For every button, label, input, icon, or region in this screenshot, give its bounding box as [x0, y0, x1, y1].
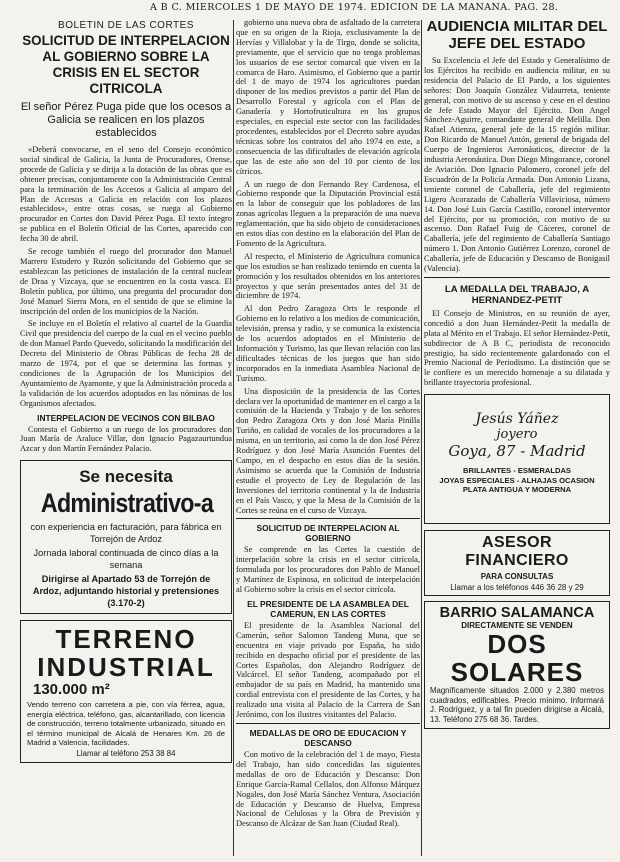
paragraph: gobierno una nueva obra de asfaltado de la carretera que en su origen de la Rioja, exclusivamente la de Hervías y Villalobar y la de Tirgo, donde se solicita, previamente, que el servicio que no tenga problemas los usuarios de ese sector comarcal que viven en la comarca de Haro. Asimismo, el Gobierno que a partir del 1 de mayo de 1974 los agricultores puedan disponer de los medios previstos a partir del Plan de Desarrollo Forestal y agrícola con el Plan de Ganadería y Hortofruticultura en los grupos especiales, en especial este sector con las facilidades procedentes, establecidos por el Decreto sobre ayudas técnicas sobre los contratos del año 1974 en este, a consecuencia de las dificultades de elevación agrícola que las de este año son del 10 por ciento de los cítricos.: [236, 18, 420, 176]
column-middle: [236, 18, 420, 858]
ad-line: PLATA ANTIGUA Y MODERNA: [462, 485, 572, 495]
ad-headline: INDUSTRIAL: [37, 652, 215, 683]
paragraph: Al respecto, el Ministerio de Agricultura comunica que los estudios se han realizado teniendo en cuenta la promoción y los resultados obtenidos en los anteriores proyectos y que serán presentados antes del 31 de diciembre de 1974.: [236, 251, 420, 301]
ad-administrativo: [20, 460, 232, 614]
ad-headline: Administrativo-a: [40, 488, 214, 519]
subhead-interpelacion: SOLICITUD DE INTERPELACION AL GOBIERNO: [256, 523, 400, 544]
section-kicker: BOLETIN DE LAS CORTES: [58, 20, 194, 31]
deck-perez-puga: El señor Pérez Puga pide que los ocesos a Galicia se realicen en los plazos establecidos: [20, 101, 232, 139]
divider: [236, 723, 420, 724]
ad-asesor-financiero: [424, 530, 610, 596]
paragraph: El Consejo de Ministros, en su reunión de ayer, concedió a don Juan Hernández-Petit la medalla de plata al Mérito en el Trabajo. El señor Hernández-Petit, subdirector de A B C, periodista de reconocido prestigio, ha sido recientemente galardonado con el Premio Nacional de Periodismo. La distinción que se le confiere es un merecido homenaje a su dilatada y brillante trayectoria profesional.: [424, 308, 610, 388]
subhead-medallas: MEDALLAS DE ORO DE EDUCACION Y DESCANSO: [249, 728, 407, 748]
subhead-bilbao: INTERPELACION DE VECINOS CON BILBAO: [37, 412, 215, 423]
ad-line: BRILLANTES - ESMERALDAS: [463, 466, 571, 476]
ad-signature: Goya, 87 - Madrid: [448, 442, 586, 461]
running-head: A B C. MIERCOLES 1 DE MAYO DE 1974. EDICION DE LA MAÑANA. PAG. 28.: [150, 2, 559, 13]
ad-signature: Jesús Yáñez: [475, 411, 559, 428]
column-right: [424, 18, 610, 858]
subhead-camerun: EL PRESIDENTE DE LA ASAMBLEA DEL CAMERUN, EN LAS CORTES: [247, 598, 409, 619]
paragraph: Al don Pedro Zaragoza Orts le responde el Gobierno en lo relativo a los medios de comunicación, televisión, prensa y radio, y se comunica la existencia de los acuerdos adoptados en el Ministerio de Información y Turismo, las que llevan relación con las dificultades técnicas de los juegos que han sido incorporados en la inmediata Asamblea Nacional de Turismo.: [236, 304, 420, 383]
column-left: [20, 18, 232, 858]
paragraph: A un ruego de don Fernando Rey Cardenosa, el Gobierno responde que la Diputación Provincial está en la labor de conseguir que los pobladores de las zonas agrícolas lleguen a la preparación de una nueva reglamentación, que ha sido objeto de consideraciones en estos días con destino en la elaboración del Plan de Fomento de la Agricultura.: [236, 179, 420, 248]
column-rule: [421, 20, 422, 856]
ad-headline: TERRENO: [55, 624, 197, 655]
ad-terreno: [20, 620, 232, 763]
ad-text: Magníficamente situados 2.000 y 2.380 metros cuadrados, edificables. Precio mínimo. Informará J. Rodríguez, y a tal fin pueden dirigirse a Alcalá, 13. Teléfono 275 68 36. Tardes.: [430, 686, 604, 724]
paragraph: «Deberá convocarse, en el seno del Consejo económico social sindical de Galicia, la Junta de Procuradores, Orense, procede de Galicia y se dirija a la dotación de las obras que es obtener precisas, conjuntamente con la Administración Central para la terminación de los Accesos a Galicia al amparo del Plan de Accesos a Galicia en relación con los plazos establecidos», entre otras cosas, se ruega al Gobierno procurador en Cortes don David Pérez Puga. El texto íntegro se publica en el Boletín Oficial de las Cortes, aparecido con fecha 30 de abril.: [20, 145, 232, 244]
paragraph: Se incluye en el Boletín el relativo al cuartel de la Guardia Civil que presidencia del cuerpo de la cual en el vecino pueblo de don Manuel Pardo Quevedo, solicitando la modificación del Decreto del Ministerio de Obras Públicas de fecha 28 de marzo de 1974, por el que se determina las formas y condiciones de la Agrupación de los Municipios del Ayuntamiento de Ayamonte, y que la Administración proceda a la validación de los acuerdos adoptados en las nóminas de los Organismos afectados.: [20, 319, 232, 408]
ad-signature: joyero: [496, 427, 538, 443]
ad-line: PARA CONSULTAS: [480, 572, 554, 582]
ad-headline: DOS SOLARES: [450, 629, 584, 688]
ad-text: Vendo terreno con carretera a pie, con vía férrea, agua, energía eléctrica, teléfono, gas, alcantarillado, con licencia de construcción, terreno totalmente urbanizado, situado en el término municipal de Alcalá de Henares Km. 26 de Madrid a Valencia, facilidades.: [27, 700, 225, 747]
ad-headline: ASESOR FINANCIERO: [465, 534, 569, 570]
ad-line: con experiencia en facturación, para fábrica en Torrejón de Ardoz: [30, 522, 222, 545]
paragraph: Una disposición de la presidencia de las Cortes declara ver la oportunidad de mantener en el cargo a la comisión de la Hacienda y Trabajo y de los señores don Pedro Zaragoza Orts y don José María Pinilla Turiño, en calidad de vocales de los procuradores a la misma, en un territorio, así como la de don José Pérez Rodríguez y don José María Asunción Fuentes del Campo, en el despacho en estos días de la sesión. Asimismo se acuerda que la Comisión de Industria estudie el proyecto de Ley de Regulación de las Inversiones del territorio continental y la de Industria en el País Vasco, y que la Mesa de la Comisión de la Cortes se reúna en el curso de Vizcaya.: [236, 386, 420, 515]
ad-line: DIRECTAMENTE SE VENDEN: [461, 621, 573, 631]
ad-headline: BARRIO SALAMANCA: [439, 605, 595, 622]
paragraph: Con motivo de la celebración del 1 de mayo, Fiesta del Trabajo, han sido concedidas las siguientes medallas de oro de Educación y Descanso: Don Enrique García-Ramal Cellalos, don Alfonso Márquez Nogales, don José María Sánchez Ventura, Asociación de Educación y Descanso de Huelva, Empresa Nacional de Celulosas y la Obra de Previsión y Descanso de Alcázar de San Juan (Ciudad Real).: [236, 750, 420, 829]
ad-line: Se necesita: [79, 467, 173, 487]
ad-jeweler: [424, 394, 610, 524]
paragraph: Contesta el Gobierno a un ruego de los procuradores don Juan María de Araluce Villar, don Ignacio Pagazaurtundua Azcar y don Martín Fernández Palacio.: [20, 424, 232, 454]
ad-line: Jornada laboral continuada de cinco días a la semana: [33, 548, 219, 571]
ad-phone: Llamar a los teléfonos 446 36 28 y 29: [450, 583, 584, 593]
headline-interpelacion: SOLICITUD DE INTERPELACION AL GOBIERNO SOBRE LA CRISIS EN EL SECTOR CITRICOLA: [22, 33, 230, 96]
ad-line: Dirigirse al Apartado 53 de Torrejón de Ardoz, adjuntando historial y pretensiones (3.170-2): [32, 574, 220, 609]
paragraph: Su Excelencia el Jefe del Estado y Generalísimo de los Ejércitos ha recibido en audiencia militar, en su residencia del Palacio de El Pardo, a los siguientes señores: Don Joaquín González Vidaurreta, teniente general, con motivo de su ascenso y cese en el destino de Jefe Estado Mayor del Ejército. Don Angel Sánchez-Aguirre, comandante general de Melilla. Don Rafael Atienza, general jefe de la 15 región militar. Don Ricardo de Manuel Antón, general de brigada del Cuerpo de Ingenieros Aeronáuticos, director de la industria Aeronáutica. Don Diego Mingorance, coronel de Aviación. Don Ignacio Palomero, coronel jefe del Escuadrón de la Policía Armada. Don Antonio Lizana, teniente coronel de Caballería, jefe del regimiento Ligero Acorazado de Caballería Villaviciosa, número 14. Don José Luis García Castillo, coronel interventor del Ejército, por su promoción, con motivo de su ascenso. Don Rafael Fuig de Cáceres, coronel de Caballería, jefe del regimiento de Caballería Santiago número 1. Don Antonio Gutiérrez Lorenzo, coronel de Caballería, jefe de Educación y Descanso de Bonigasil (Valencia).: [424, 56, 610, 274]
paragraph: El presidente de la Asamblea Nacional del Camerún, señor Salomon Tandeng Muna, que se encuentra en viaje privado por España, ha sido recibido en despacho oficial por el presidente de las Cortes Españolas, don Alejandro Rodríguez de Valcárcel. El señor Tandeng, acompañado por el embajador de su país en Madrid, ha mantenido una cordial entrevista con el presidente de las Cortes, y ha realizado una visita al Palacio de la Carrera de San Jerónimo, con los ilustres visitantes del Palacio.: [236, 620, 420, 720]
ad-phone: Llamar al teléfono 253 38 84: [76, 749, 176, 759]
ad-area: 130.000 m²: [33, 681, 110, 699]
divider: [236, 518, 420, 519]
paragraph: Se recoge también el ruego del procurador don Manuel Marrero Estudero y Ruzón solicitando del Gobierno que se establezcan las peticiones de instalación de la central nuclear de Draa y Vizcaya, que se encuentren en la costa vasca. El Boletín publica, por último, una pregunta del procurador don José Manuel Sierra Mora, en el sentido de que se elimine la inscripción del orden de los municipios de la Nación.: [20, 247, 232, 316]
headline-audiencia: AUDIENCIA MILITAR DEL JEFE DEL ESTADO: [426, 18, 608, 52]
column-rule: [233, 20, 234, 856]
ad-barrio-salamanca: [424, 601, 610, 728]
subhead-medalla-trabajo: LA MEDALLA DEL TRABAJO, A HERNANDEZ-PETIT: [444, 283, 590, 306]
divider: [424, 277, 610, 278]
ad-line: JOYAS ESPECIALES - ALHAJAS OCASION: [439, 475, 595, 485]
paragraph: Se comprende en las Cortes la cuestión de interpelación sobre la crisis en el sector citrícola, formulada por los procuradores don Pablo de Manuel y Martínez de Espinosa, en solicitud de interpelación al Gobierno sobre la crisis en el sector citrícola.: [236, 545, 420, 595]
